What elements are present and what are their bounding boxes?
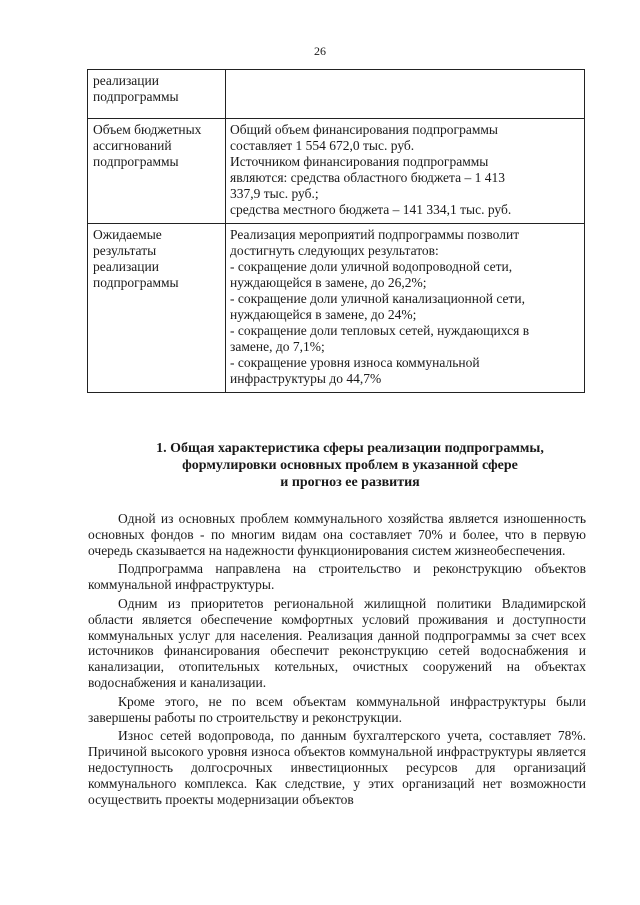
row-value-cell (226, 119, 585, 224)
value-line: нуждающейся в замене, до 24%; (230, 307, 417, 322)
paragraph: Одной из основных проблем коммунального хозяйства является изношенность основных фондов - по многим видам она составляет 70% и более, что в первую очередь сказывается на надежности функционирования систем жизнеобеспечения. (88, 511, 586, 558)
value-line: - сокращение доли уличной водопроводной сети, (230, 259, 513, 274)
table-row (88, 70, 585, 119)
value-line: являются: средства областного бюджета – 1 413 (230, 170, 505, 185)
paragraph: Износ сетей водопровода, по данным бухгалтерского учета, составляет 78%. Причиной высокого уровня износа объектов коммунальной инфраструктуры является недоступность долгосрочных инвестиционных ресурсов для организаций коммунального комплекса. Как следствие, у этих организаций нет возможности осуществить проекты модернизации объектов (88, 728, 586, 807)
label-line: ассигнований (93, 138, 172, 153)
table-row (88, 119, 585, 224)
value-line: 337,9 тыс. руб.; (230, 186, 319, 201)
label-line: реализации (93, 73, 159, 88)
label-line: результаты (93, 243, 157, 258)
value-line: Реализация мероприятий подпрограммы позволит (230, 227, 520, 242)
label-line: подпрограммы (93, 275, 179, 290)
row-value-cell (226, 224, 585, 393)
row-label-cell (88, 119, 226, 224)
row-label-cell (88, 224, 226, 393)
value-line: - сокращение доли тепловых сетей, нуждающихся в (230, 323, 530, 338)
value-line: составляет 1 554 672,0 тыс. руб. (230, 138, 415, 153)
value-line: замене, до 7,1%; (230, 339, 325, 354)
label-line: Объем бюджетных (93, 122, 202, 137)
row-value-cell (226, 70, 585, 119)
value-line: - сокращение доли уличной канализационной сети, (230, 291, 525, 306)
heading-line: 1. Общая характеристика сферы реализации подпрограммы, (156, 441, 544, 456)
label-line: реализации (93, 259, 159, 274)
program-passport-table (87, 69, 585, 393)
paragraph: Кроме этого, не по всем объектам коммунальной инфраструктуры были завершены работы по строительству и реконструкции. (88, 693, 586, 725)
label-line: подпрограммы (93, 89, 179, 104)
section-heading (0, 440, 640, 491)
row-label-cell (88, 70, 226, 119)
label-line: Ожидаемые (93, 227, 162, 242)
label-line: подпрограммы (93, 154, 179, 169)
heading-line: и прогноз ее развития (280, 475, 420, 490)
table-row (88, 224, 585, 393)
paragraph: Одним из приоритетов региональной жилищной политики Владимирской области является обеспечение комфортных условий проживания и доступности коммунальных услуг для населения. Реализация данной подпрограммы за счет всех источников финансирования обеспечит реконструкцию сетей водоснабжения и канализации, отопительных котельных, очистных сооружений на объектах водоснабжения и канализации. (88, 595, 586, 690)
value-line: инфраструктуры до 44,7% (230, 371, 382, 386)
page-number: 26 (314, 44, 326, 58)
value-line: средства местного бюджета – 141 334,1 тыс. руб. (230, 202, 512, 217)
value-line: Общий объем финансирования подпрограммы (230, 122, 498, 137)
value-line: - сокращение уровня износа коммунальной (230, 355, 480, 370)
paragraph: Подпрограмма направлена на строительство и реконструкцию объектов коммунальной инфраструктуры. (88, 561, 586, 593)
value-line: достигнуть следующих результатов: (230, 243, 439, 258)
value-line: нуждающейся в замене, до 26,2%; (230, 275, 427, 290)
body-text (88, 511, 586, 810)
value-line: Источником финансирования подпрограммы (230, 154, 489, 169)
heading-line: формулировки основных проблем в указанной сфере (182, 458, 518, 473)
